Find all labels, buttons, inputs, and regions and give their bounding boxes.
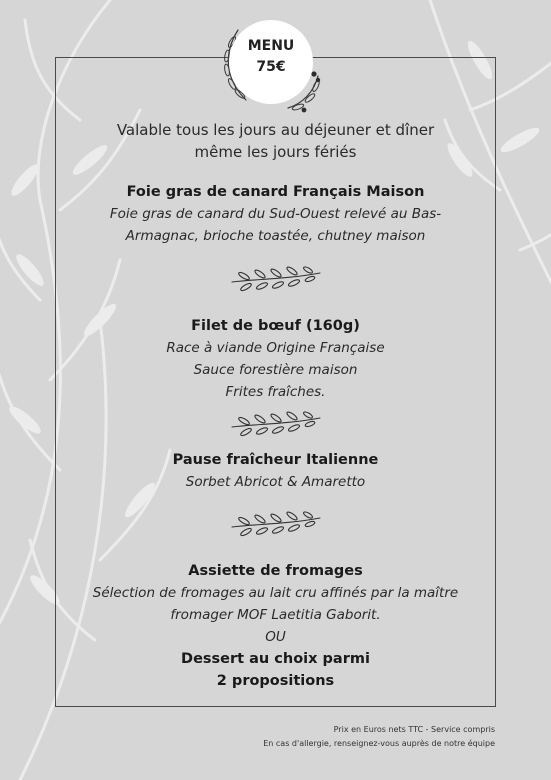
leaf-divider-icon	[228, 510, 323, 542]
course-desc-line: Armagnac, brioche toastée, chutney maison	[125, 228, 426, 244]
menu-price-badge	[218, 12, 324, 118]
course-title: Pause fraîcheur Italienne	[172, 452, 379, 468]
course-desc-line: Sorbet Abricot & Amaretto	[185, 474, 366, 490]
course-or-separator: OU	[265, 629, 286, 645]
course-cheese-or-dessert	[60, 560, 491, 692]
intro-line-1: Valable tous les jours au déjeuner et dîner	[116, 121, 435, 139]
course-desc-line: Race à viande Origine Française	[166, 340, 385, 356]
course-starter	[60, 181, 491, 247]
course-title: Foie gras de canard Français Maison	[126, 184, 425, 200]
leaf-divider-icon	[228, 265, 323, 297]
dessert-title-line: Dessert au choix parmi	[181, 651, 370, 667]
footer-price-note: Prix en Euros nets TTC - Service compris	[333, 725, 495, 734]
course-title: Assiette de fromages	[188, 563, 363, 579]
badge-text	[229, 36, 313, 78]
course-desc-line: fromager MOF Laetitia Gaborit.	[170, 607, 381, 623]
dessert-title-line: 2 propositions	[216, 673, 335, 689]
course-title: Filet de bœuf (160g)	[191, 318, 360, 334]
course-desc-line: Sélection de fromages au lait cru affinés par la maître	[92, 585, 459, 601]
course-desc-line: Sauce forestière maison	[193, 362, 358, 378]
intro-text	[60, 119, 491, 163]
footer-notes	[263, 723, 495, 751]
course-desc-line: Foie gras de canard du Sud-Ouest relevé au Bas-	[109, 206, 442, 222]
intro-line-2: même les jours fériés	[194, 143, 357, 161]
footer-allergy-note: En cas d'allergie, renseignez-vous auprès de notre équipe	[263, 739, 495, 748]
course-desc-line: Frites fraîches.	[225, 384, 326, 400]
leaf-divider-icon	[228, 410, 323, 442]
course-intermezzo	[60, 449, 491, 493]
badge-price: 75€	[256, 59, 286, 75]
badge-menu-label: MENU	[247, 38, 295, 54]
course-main	[60, 315, 491, 403]
